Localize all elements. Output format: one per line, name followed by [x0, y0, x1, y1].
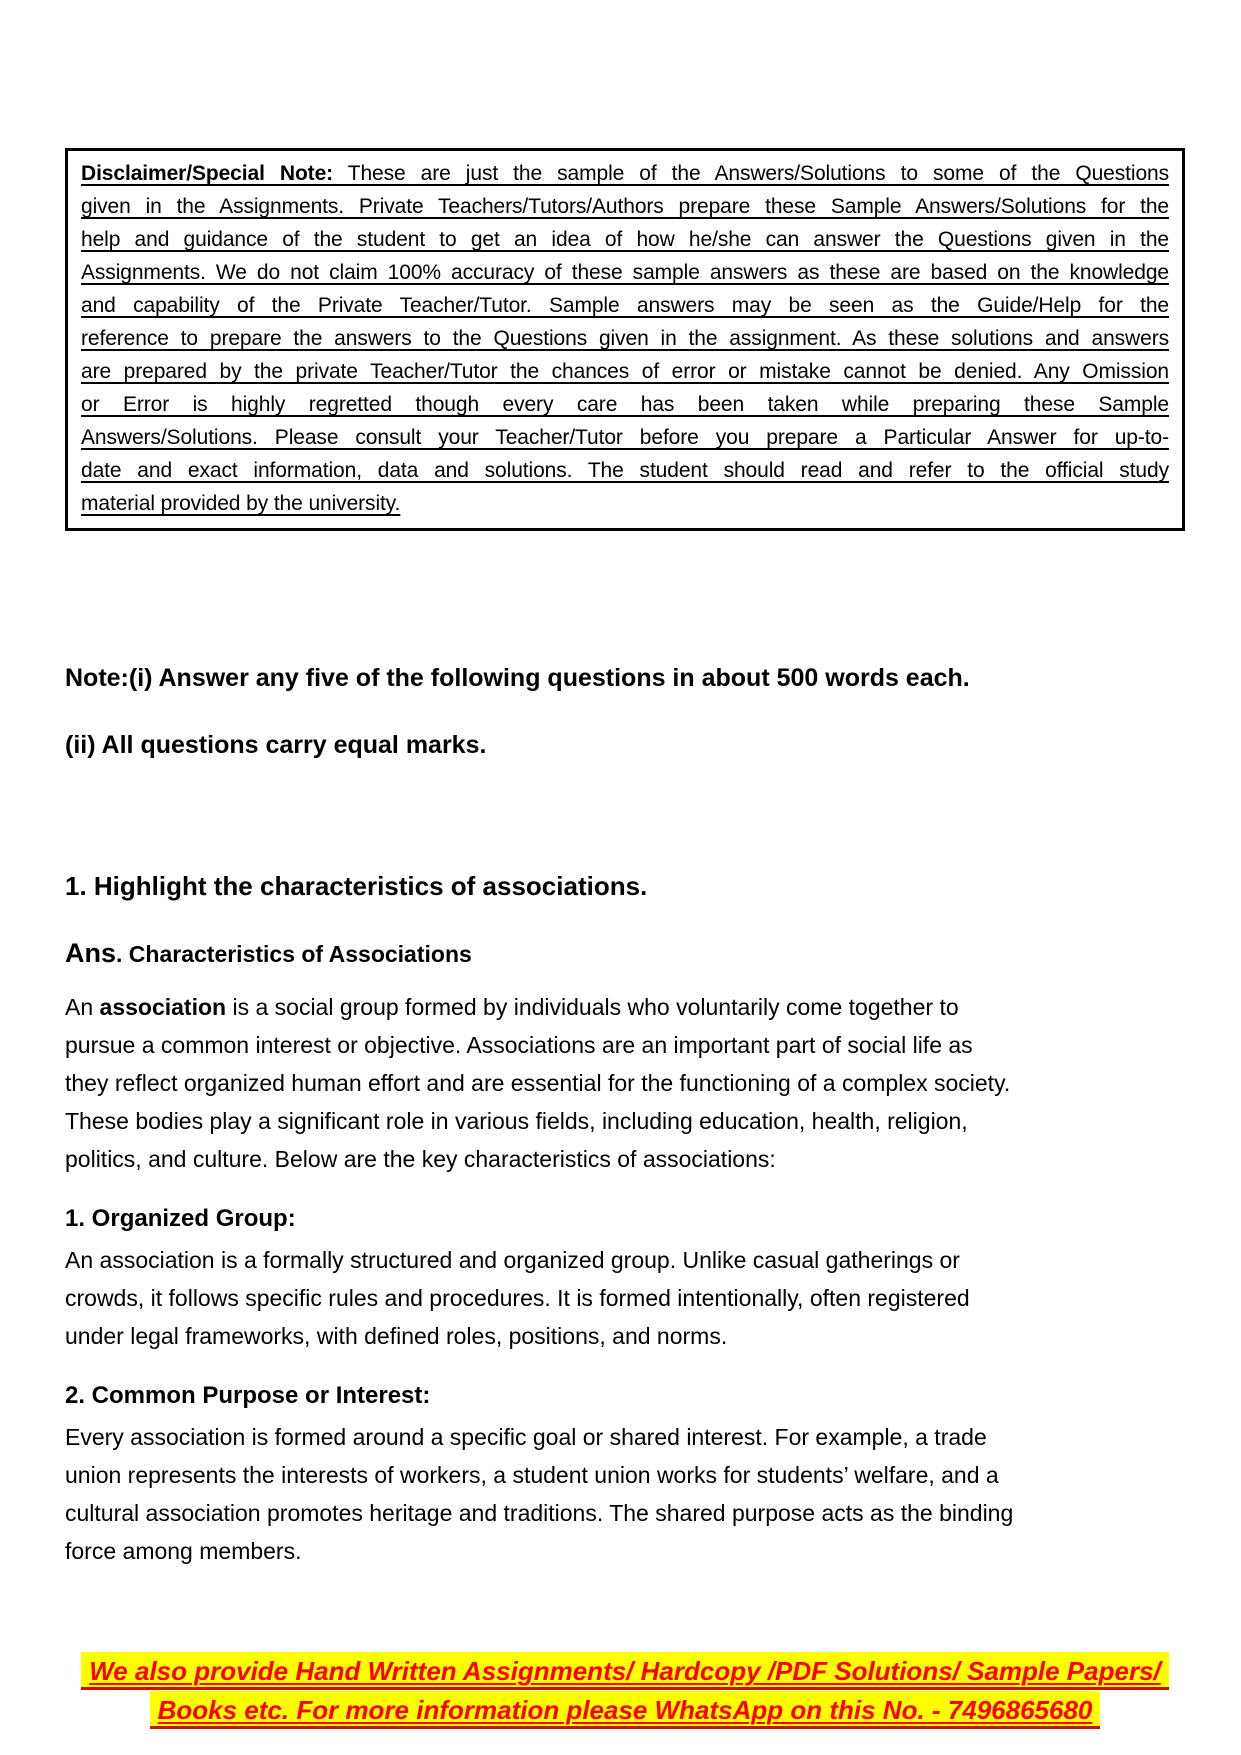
footer-promo-line-1: We also provide Hand Written Assignments/ Hardcopy /PDF Solutions/ Sample Papers/ — [81, 1652, 1169, 1690]
ans-label: Ans — [65, 938, 117, 968]
text-line — [65, 988, 1010, 1026]
text-line: given in the Assignments. Private Teachers/Tutors/Authors prepare these Sample Answers/Solutions for the — [81, 195, 1169, 218]
section-1-heading: 1. Organized Group: — [65, 1205, 296, 1232]
text-line: reference to prepare the answers to the Questions given in the assignment. As these solutions and answers — [81, 327, 1169, 350]
disclaimer-body-lines — [81, 190, 1169, 487]
text-line: crowds, it follows specific rules and procedures. It is formed intentionally, often registered — [65, 1285, 970, 1311]
disclaimer-last-line: material provided by the university. — [81, 492, 401, 515]
text-line: force among members. — [65, 1538, 302, 1564]
disclaimer-box — [65, 148, 1185, 531]
intro-bold-word: association — [99, 994, 227, 1020]
footer-promo — [65, 1652, 1185, 1730]
text-line: pursue a common interest or objective. Associations are an important part of social life as — [65, 1032, 973, 1058]
section-1-paragraph — [65, 1241, 970, 1355]
text-line: are prepared by the private Teacher/Tutor the chances of error or mistake cannot be denied. Any Omission — [81, 360, 1169, 383]
text-line: union represents the interests of workers, a student union works for students’ welfare, and a — [65, 1462, 999, 1488]
text-line: An association is a formally structured and organized group. Unlike casual gatherings or — [65, 1247, 960, 1273]
disclaimer-bold-label: Disclaimer/Special Note: — [81, 162, 334, 185]
text-line: Every association is formed around a specific goal or shared interest. For example, a trade — [65, 1424, 987, 1450]
text-line: date and exact information, data and solutions. The student should read and refer to the official study — [81, 459, 1169, 482]
answer-heading-text: Characteristics of Associations — [128, 941, 472, 967]
ans-separator: . — [116, 941, 129, 967]
note-instruction-2: (ii) All questions carry equal marks. — [65, 731, 487, 759]
intro-prefix: An — [65, 994, 100, 1020]
footer-line-2-wrap — [65, 1691, 1185, 1730]
text-line: cultural association promotes heritage and traditions. The shared purpose acts as the binding — [65, 1500, 1014, 1526]
text-line: they reflect organized human effort and are essential for the functioning of a complex society. — [65, 1070, 1011, 1096]
footer-line-1-wrap — [65, 1652, 1185, 1691]
answer-heading — [65, 938, 472, 969]
intro-line1-rest: is a social group formed by individuals who voluntarily come together to — [226, 994, 959, 1020]
answer-intro-paragraph — [65, 988, 1010, 1178]
text-line: politics, and culture. Below are the key characteristics of associations: — [65, 1146, 776, 1172]
section-2-paragraph — [65, 1418, 1013, 1570]
text-line: Assignments. We do not claim 100% accuracy of these sample answers as these are based on the knowledge — [81, 261, 1169, 284]
text-line: help and guidance of the student to get an idea of how he/she can answer the Questions given in the — [81, 228, 1169, 251]
section-2-heading: 2. Common Purpose or Interest: — [65, 1382, 431, 1409]
question-1-heading: 1. Highlight the characteristics of associations. — [65, 871, 648, 901]
disclaimer-first-line — [81, 157, 1169, 190]
text-line: under legal frameworks, with defined roles, positions, and norms. — [65, 1323, 728, 1349]
intro-lines — [65, 1026, 1010, 1178]
disclaimer-first-line-text: These are just the sample of the Answers/Solutions to some of the Questions — [333, 162, 1170, 185]
text-line: or Error is highly regretted though every care has been taken while preparing these Sample — [81, 393, 1169, 416]
footer-promo-line-2: Books etc. For more information please WhatsApp on this No. - 7496865680 — [150, 1691, 1101, 1729]
note-instruction-1: Note:(i) Answer any five of the following questions in about 500 words each. — [65, 664, 970, 692]
text-line: and capability of the Private Teacher/Tutor. Sample answers may be seen as the Guide/Help for the — [81, 294, 1169, 317]
text-line: These bodies play a significant role in various fields, including education, health, religion, — [65, 1108, 968, 1134]
text-line: Answers/Solutions. Please consult your Teacher/Tutor before you prepare a Particular Answer for up-to- — [81, 426, 1169, 449]
